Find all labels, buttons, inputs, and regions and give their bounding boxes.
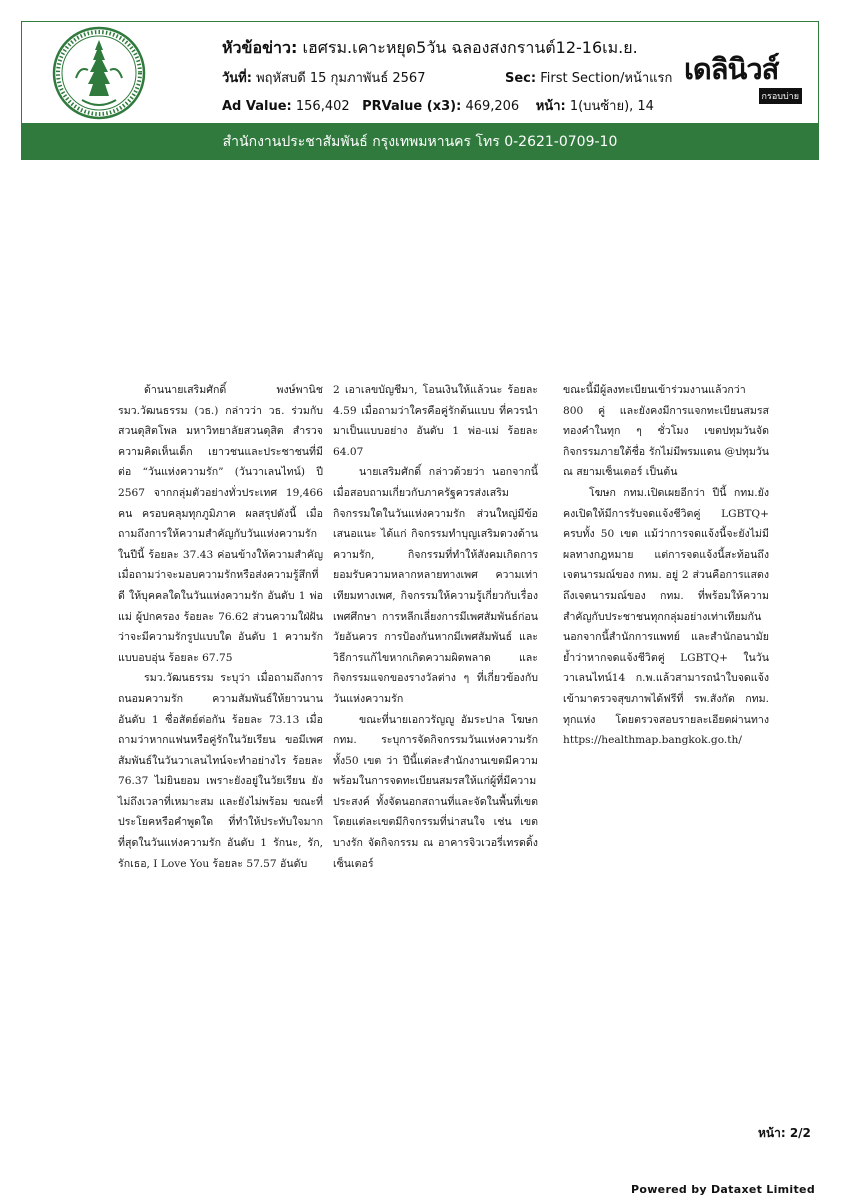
powered-by: Powered by Dataxet Limited (631, 1183, 815, 1196)
article-column-2 (333, 380, 538, 874)
bangkok-seal-icon (52, 26, 146, 120)
article-column-3 (563, 380, 769, 751)
paragraph: รมว.วัฒนธรรม ระบุว่า เมื่อถามถึงการถนอมความรัก ความสัมพันธ์ให้ยาวนาน อันดับ 1 ซื่อสัตย์ต่อกัน ร้อยละ 73.13 เมื่อถามว่าหากแฟนหรือคู่รักในวัยเรียน ขอมีเพศสัมพันธ์ในวันวาเลนไทน์จะทำอย่างไร ร้อยละ 76.37 ไม่ยินยอม เพราะยังอยู่ในวัยเรียน ยังไม่ถึงเวลาที่เหมาะสม และยังไม่พร้อม ขณะที่ประโยคหรือคำพูดใด ที่ทำให้ประทับใจมากที่สุดในวันแห่งความรัก อันดับ 1 รักนะ, รัก, รักเธอ, I Love You ร้อยละ 57.57 อันดับ (118, 672, 323, 870)
paragraph: ด้านนายเสริมศักดิ์ พงษ์พานิช รมว.วัฒนธรรม (วธ.) กล่าวว่า วธ. ร่วมกับสวนดุสิตโพล มหาวิทยาลัยสวนดุสิต สำรวจความคิดเห็นเด็ก เยาวชนและประชาชนที่มีต่อ “วันแห่งความรัก” (วันวาเลนไทน์) ปี 2567 จากกลุ่มตัวอย่างทั่วประเทศ 19,466 คน ครอบคลุมทุกภูมิภาค ผลสรุปดังนี้ เมื่อถามถึงการให้ความสำคัญกับวันแห่งความรักในปีนี้ ร้อยละ 37.43 ค่อนข้างให้ความสำคัญ เมื่อถามว่าจะมอบความรักหรือส่งความรู้สึกที่ดี ให้บุคคลใดในวันแห่งความรัก อันดับ 1 พ่อ แม่ ผู้ปกครอง ร้อยละ 76.62 ส่วนความใฝ่ฝันว่าจะมีความรักรูปแบบใด อันดับ 1 ความรักแบบอบอุ่น ร้อยละ 67.75 (118, 384, 323, 664)
paragraph: ขณะที่นายเอกวรัญญู อัมระปาล โฆษก กทม. ระบุการจัดกิจกรรมวันแห่งความรักทั้ง50 เขต ว่า ปีนี้แต่ละสำนักงานเขตมีความพร้อมในการจดทะเบียนสมรสให้แก่ผู้ที่มีความประสงค์ ทั้งจัดนอกสถานที่และจัดในพื้นที่เขต โดยแต่ละเขตมีกิจกรรมที่น่าสนใจ เช่น เขตบางรัก จัดกิจกรรม ณ อาคารจิวเวอรี่เทรดดิ้ง เซ็นเตอร์ (333, 713, 538, 870)
paragraph: 2 เอาเลขบัญชีมา, โอนเงินให้แล้วนะ ร้อยละ 4.59 เมื่อถามว่าใครคือคู่รักต้นแบบ ที่ควรนำมาเป็นแบบอย่าง อันดับ 1 พ่อ-แม่ ร้อยละ 64.07 (333, 384, 538, 458)
logo-edition: กรอบบ่าย (759, 88, 802, 104)
pr-value: 469,206 (465, 99, 520, 114)
logo-text: เดลินิวส์ (684, 52, 779, 86)
date-row (222, 67, 425, 88)
paragraph: โฆษก กทม.เปิดเผยอีกว่า ปีนี้ กทม.ยังคงเปิดให้มีการรับจดแจ้งชีวิตคู่ LGBTQ+ ครบทั้ง 50 เขต แม้ว่าการจดแจ้งนี้จะยังไม่มีผลทางกฎหมาย แต่การจดแจ้งนี้สะท้อนถึงเจตนารมณ์ของ กทม. อยู่ 2 ส่วนคือการแสดงถึงเจตนารมณ์ของ กทม. ที่พร้อมให้ความสำคัญกับประชาชนทุกกลุ่มอย่างเท่าเทียมกัน นอกจากนี้สำนักการแพทย์ และสำนักอนามัย ย้ำว่าหากจดแจ้งชีวิตคู่ LGBTQ+ ในวันวาเลนไทน์14 ก.พ.แล้วสามารถนำใบจดแจ้งเข้ามาตรวจสุขภาพได้ฟรีที่ รพ.สังกัด กทม. ทุกแห่ง โดยตรวจสอบรายละเอียดผ่านทาง https://healthmap.bangkok.go.th/ (563, 486, 769, 747)
page-value: 1(บนซ้าย), 14 (569, 99, 654, 114)
page-number: หน้า: 2/2 (758, 1126, 811, 1140)
section-row (505, 67, 672, 88)
pr-value-label: PRValue (x3): (362, 99, 462, 114)
paragraph: ขณะนี้มีผู้ลงทะเบียนเข้าร่วมงานแล้วกว่า 800 คู่ และยังคงมีการแจกทะเบียนสมรสทองคำในทุก ๆ ชั่วโมง เขตปทุมวันจัดกิจกรรมภายใต้ชื่อ รักไม่มีพรมแดน @ปทุมวัน ณ สยามเซ็นเตอร์ เป็นต้น (563, 384, 769, 479)
headline-label: หัวข้อข่าว: (222, 38, 298, 57)
date-label: วันที่: (222, 71, 252, 86)
page-label: หน้า: (535, 99, 566, 114)
section-value: First Section/หน้าแรก (540, 71, 673, 86)
clipping-header (21, 21, 819, 124)
ad-value-label: Ad Value: (222, 99, 292, 114)
date-value: พฤหัสบดี 15 กุมภาพันธ์ 2567 (256, 71, 426, 86)
ad-value: 156,402 (295, 99, 350, 114)
contact-band: สำนักงานประชาสัมพันธ์ กรุงเทพมหานคร โทร 0-2621-0709-10 (21, 124, 819, 160)
value-row (222, 95, 654, 116)
section-label: Sec: (505, 71, 537, 86)
headline-row (222, 36, 638, 61)
article-column-1 (118, 380, 323, 874)
paragraph: นายเสริมศักดิ์ กล่าวด้วยว่า นอกจากนี้เมื่อสอบถามเกี่ยวกับภาครัฐควรส่งเสริมกิจกรรมใดในวันแห่งความรัก ส่วนใหญ่มีข้อเสนอแนะ ได้แก่ กิจกรรมทำบุญเสริมดวงด้านความรัก, กิจกรรมที่ทำให้สังคมเกิดการยอมรับความหลากหลายทางเพศ ความเท่าเทียมทางเพศ, กิจกรรมให้ความรู้เกี่ยวกับเรื่องเพศศึกษา การหลีกเลี่ยงการมีเพศสัมพันธ์ก่อนวัยอันควร การป้องกันหากมีเพศสัมพันธ์ และวิธีการแก้ไขหากเกิดความผิดพลาด และกิจกรรมแจกของรางวัลต่าง ๆ ที่เกี่ยวข้องกับวันแห่งความรัก (333, 466, 538, 705)
headline: เฮศรม.เคาะหยุด5วัน ฉลองสงกรานต์12-16เม.ย. (302, 38, 638, 57)
dailynews-logo (684, 52, 806, 104)
